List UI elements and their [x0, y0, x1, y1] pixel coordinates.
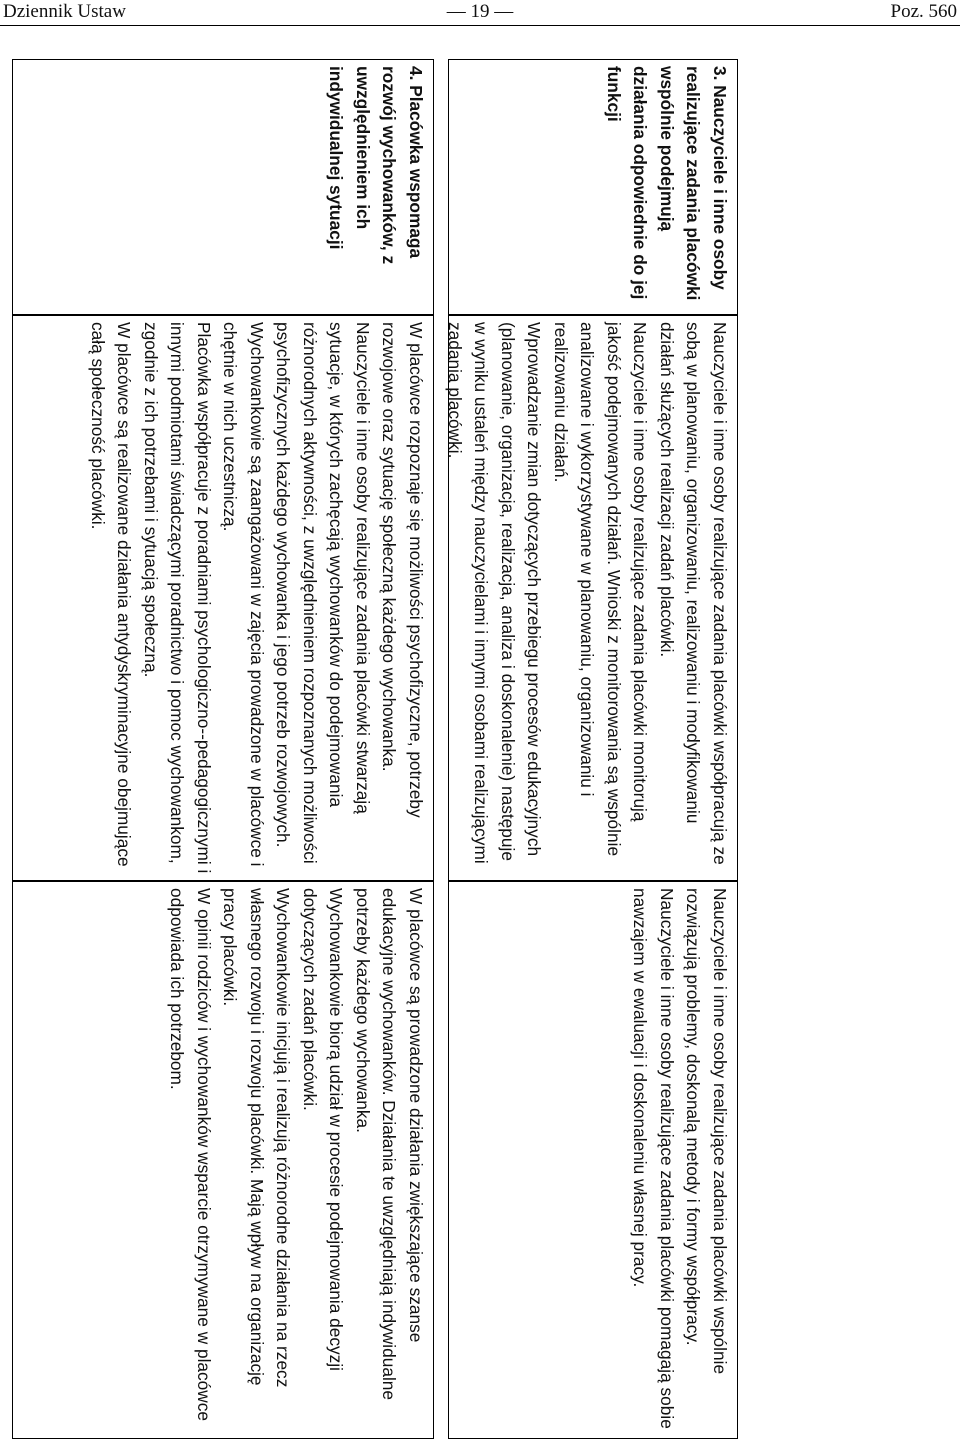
row4-req-4: Placówka współpracuje z poradniami psychologiczno--pedagogicznymi i innymi podmiotami świadczącymi poradnictwo i pomoc wychowankom, zgodnie z ich potrzebami i sytuacją społeczną. — [141, 322, 214, 874]
row3-high-level — [627, 888, 733, 1432]
row3-req-3: Wprowadzanie zmian dotyczących przebiegu procesów edukacyjnych (planowanie, organizacja, realizacja, analiza i doskonalenie) następuje w wyniku ustaleń między nauczycielami i innymi osobami realizującymi zadania placówki. — [445, 322, 545, 864]
row4-requirements-cell — [12, 315, 434, 881]
row3-heading: 3. Nauczyciele i inne osoby realizujące zadania placówki wspólnie podejmują działania odpowiednie do jej funkcji — [604, 66, 730, 301]
row3-heading-cell — [448, 59, 738, 315]
row4-high-level-cell — [12, 881, 434, 1439]
row3-requirements — [442, 322, 734, 874]
row4-high-4: W opinii rodziców i wychowanków wsparcie otrzymywane w placówce odpowiada ich potrzebom. — [167, 888, 214, 1422]
row3-high-2: Nauczyciele i inne osoby realizujące zadania placówki pomagają sobie nawzajem w ewaluacji i doskonaleniu własnej pracy. — [630, 888, 677, 1429]
row3-req-2: Nauczyciele i inne osoby realizujące zadania placówki monitorują jakość podejmowanych działań. Wnioski z monitorowania są wspólnie analizowane i wykorzystywane w planowaniu, organizowaniu i realizowaniu działań. — [551, 322, 651, 857]
row4-req-2: Nauczyciele i inne osoby realizujące zadania placówki stwarzają sytuacje, w których zachęcają wychowanków do podejmowania różnorodnych aktywności, z uwzględnieniem rozpoznanych możliwości psychofizycznych każdego wychowanka i jego potrzeb rozwojowych. — [273, 322, 373, 864]
row4-high-2: Wychowankowie biorą udział w procesie podejmowania decyzji dotyczących zadań placówki. — [300, 888, 347, 1371]
row4-req-3: Wychowankowie są zaangażowani w zajęcia prowadzone w placówce i chętnie w nich uczestniczą. — [220, 322, 267, 867]
rotated-table — [12, 59, 738, 1439]
row4-high-3: Wychowankowie inicjują i realizują różnorodne działania na rzecz własnego rozwoju i rozwoju placówki. Mają wpływ na organizację pracy placówki. — [220, 888, 294, 1388]
page-number: — 19 — — [446, 1, 514, 22]
row4-req-5: W placówce są realizowane działania antydyskryminacyjne obejmujące całą społeczność placówki. — [88, 322, 135, 867]
row4-high-1: W placówce są prowadzone działania zwiększające szanse edukacyjne wychowanków. Działania te uwzględniają indywidualne potrzeby każdego wychowanka. — [353, 888, 426, 1401]
row4-high-level — [164, 888, 429, 1432]
row4-heading-cell — [12, 59, 434, 315]
row3-req-1: Nauczyciele i inne osoby realizujące zadania placówki współpracują ze sobą w planowaniu, organizowaniu, realizowaniu i modyfikowaniu działań służących realizacji zadań placówki. — [657, 322, 730, 865]
journal-title: Dziennik Ustaw — [3, 1, 126, 22]
row4-requirements — [85, 322, 430, 874]
row3-high-1: Nauczyciele i inne osoby realizujące zadania placówki wspólnie rozwiązują problemy, doskonalą metody i formy współpracy. — [683, 888, 730, 1375]
row4-req-1: W placówce rozpoznaje się możliwości psychofizyczne, potrzeby rozwojowe oraz sytuację społeczną każdego wychowanka. — [379, 322, 426, 818]
row3-requirements-cell — [445, 315, 738, 881]
row4-heading: 4. Placówka wspomaga rozwój wychowanków, z uwzględnieniem ich indywidualnej sytuacji — [326, 66, 426, 265]
running-header — [0, 0, 960, 24]
header-rule — [0, 25, 960, 26]
row3-high-level-cell — [448, 881, 738, 1439]
position-number: Poz. 560 — [890, 1, 957, 22]
